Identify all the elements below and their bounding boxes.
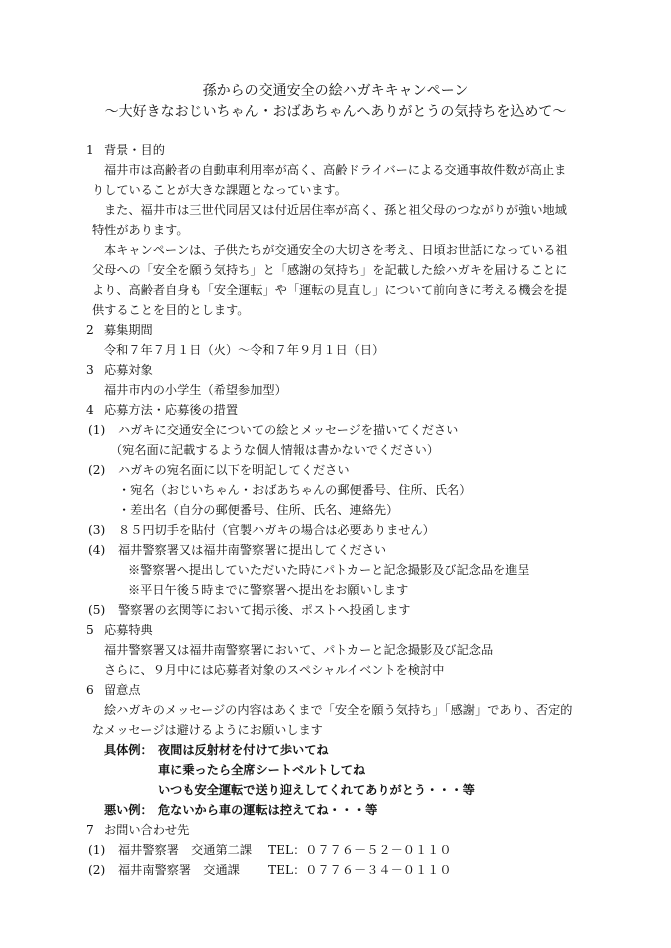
list-item-note: ※平日午後５時までに警察署へ提出をお願いします xyxy=(128,583,409,597)
section-1-text: りしていることが大きな課題となっています。 xyxy=(92,183,347,197)
section-1-heading: 背景・目的 xyxy=(104,143,165,157)
section-6-heading: 留意点 xyxy=(104,683,141,697)
notes-text: 絵ハガキのメッセージの内容はあくまで「安全を願う気持ち」「感謝」であり、否定的 xyxy=(104,703,573,717)
section-4-number: 4 xyxy=(86,403,94,417)
list-item-note: （宛名面に記載するような個人情報は書かないでください） xyxy=(110,443,440,457)
section-3-number: 3 xyxy=(86,363,94,377)
section-1-text: 福井市は高齢者の自動車利用率が高く、高齢ドライバーによる交通事故件数が高止ま xyxy=(104,163,567,177)
section-1-text: 父母への「安全を願う気持ち」と「感謝の気持ち」を記載した絵ハガキを届けることに xyxy=(92,263,568,277)
section-4-heading: 応募方法・応募後の措置 xyxy=(104,403,239,417)
section-2-heading: 募集期間 xyxy=(104,323,153,337)
doc-title: 孫からの交通安全の絵ハガキキャンペーン xyxy=(202,83,469,99)
section-7-heading: お問い合わせ先 xyxy=(104,823,190,837)
benefit-text: さらに、９月中には応募者対象のスペシャルイベントを検討中 xyxy=(104,663,445,677)
doc-subtitle: ～大好きなおじいちゃん・おばあちゃんへありがとうの気持ちを込めて～ xyxy=(104,104,567,120)
contact-name: 福井南警察署 交通課 xyxy=(118,863,240,877)
good-example: いつも安全運転で送り迎えしてくれてありがとう・・・等 xyxy=(158,783,475,797)
benefit-text: 福井警察署又は福井南警察署において、パトカーと記念撮影及び記念品 xyxy=(104,643,494,657)
section-1-text: 特性があります。 xyxy=(92,223,189,237)
contact-number: (2) xyxy=(88,863,106,877)
item-number: (5) xyxy=(88,603,106,617)
section-1-text: 本キャンペーンは、子供たちが交通安全の大切さを考え、日頃お世話になっている祖 xyxy=(104,243,568,257)
bad-example-label: 悪い例： xyxy=(104,803,153,817)
list-item: ハガキに交通安全についての絵とメッセージを描いてください xyxy=(118,423,459,437)
eligibility: 福井市内の小学生（希望参加型） xyxy=(104,383,287,397)
item-number: (2) xyxy=(88,463,106,477)
section-7-number: 7 xyxy=(86,823,94,837)
list-item: ハガキの宛名面に以下を明記してください xyxy=(118,463,350,477)
contact-tel: TEL：０７７６－５２－０１１０ xyxy=(268,843,452,857)
item-number: (4) xyxy=(88,543,106,557)
section-1-number: 1 xyxy=(86,143,94,157)
section-1-text: 供することを目的とします。 xyxy=(92,303,250,317)
contact-name: 福井警察署 交通第二課 xyxy=(118,843,253,857)
list-item-note: ※警察署へ提出していただいた時にパトカーと記念撮影及び記念品を進呈 xyxy=(128,563,530,577)
section-1-text: より、高齢者自身も「安全運転」や「運転の見直し」について前向きに考える機会を提 xyxy=(92,283,568,297)
section-3-heading: 応募対象 xyxy=(104,363,153,377)
bad-example: 危ないから車の運転は控えてね・・・等 xyxy=(158,803,378,817)
contact-tel: TEL：０７７６－３４－０１１０ xyxy=(268,863,452,877)
item-number: (1) xyxy=(88,423,106,437)
list-item: ８５円切手を貼付（官製ハガキの場合は必要ありません） xyxy=(118,523,435,537)
good-example: 車に乗ったら全席シートベルトしてね xyxy=(158,763,366,777)
recruitment-period: 令和７年７月１日（火）～令和７年９月１日（日） xyxy=(104,343,385,357)
section-2-number: 2 xyxy=(86,323,94,337)
contact-number: (1) xyxy=(88,843,106,857)
list-item: 福井警察署又は福井南警察署に提出してください xyxy=(118,543,387,557)
section-6-number: 6 xyxy=(86,683,94,697)
list-item: 警察署の玄関等において掲示後、ポストへ投函します xyxy=(118,603,411,617)
section-5-number: 5 xyxy=(86,623,94,637)
list-item-sub: ・差出名（自分の郵便番号、住所、氏名、連絡先） xyxy=(118,503,399,517)
good-example: 夜間は反射材を付けて歩いてね xyxy=(158,743,329,757)
notes-text: なメッセージは避けるようにお願いします xyxy=(92,723,323,737)
good-example-label: 具体例： xyxy=(104,743,153,757)
item-number: (3) xyxy=(88,523,106,537)
section-1-text: また、福井市は三世代同居又は付近居住率が高く、孫と祖父母のつながりが強い地域 xyxy=(104,203,567,217)
section-5-heading: 応募特典 xyxy=(104,623,153,637)
list-item-sub: ・宛名（おじいちゃん・おばあちゃんの郵便番号、住所、氏名） xyxy=(118,483,472,497)
